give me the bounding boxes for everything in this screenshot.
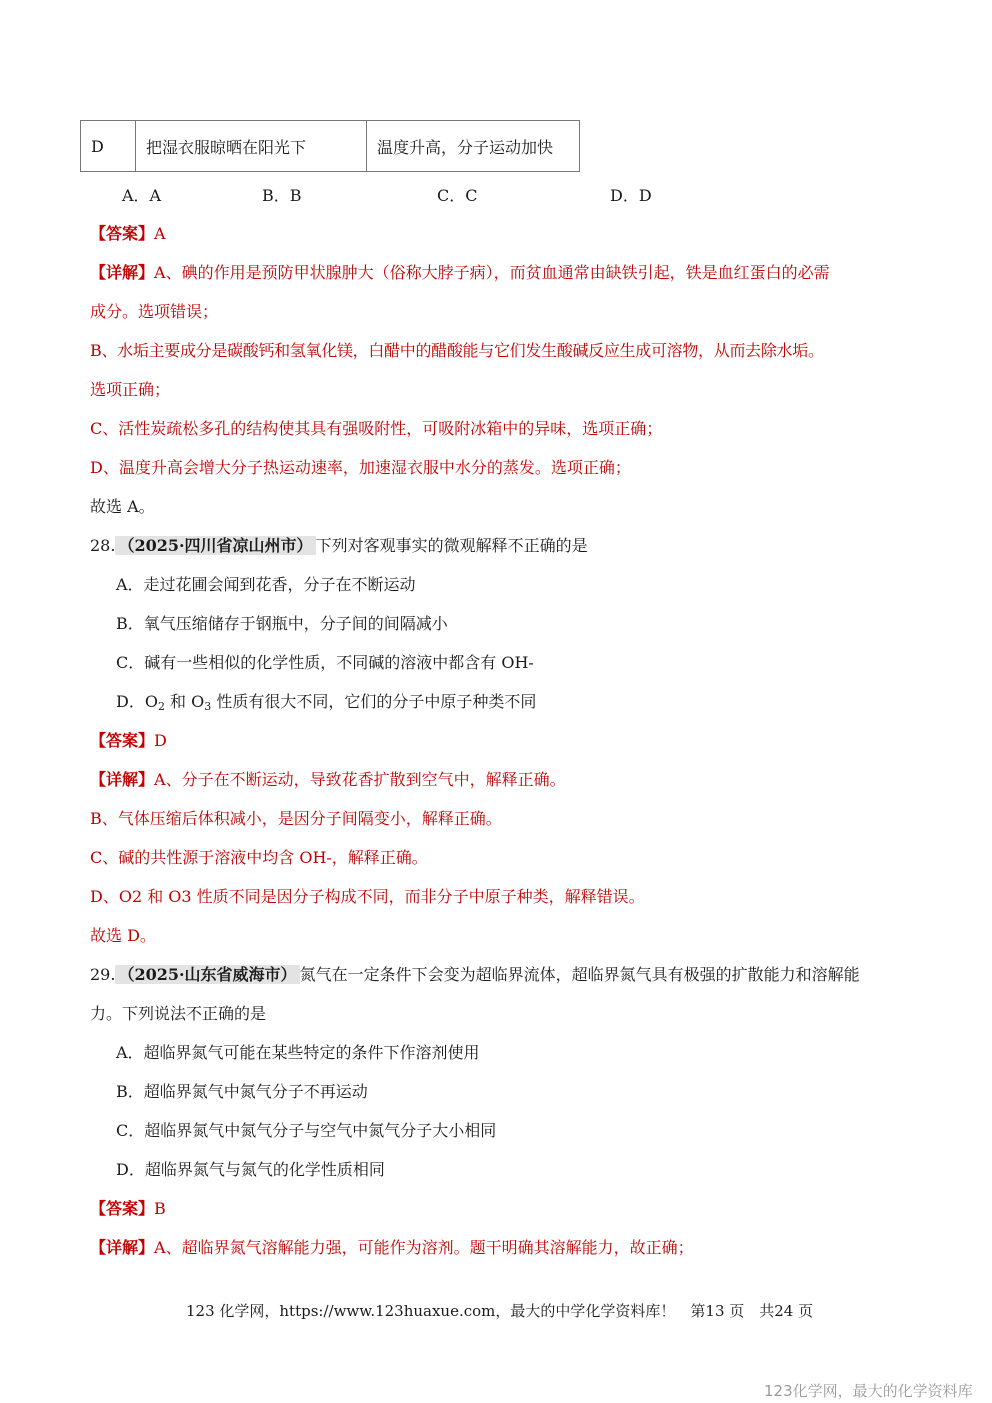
detail-tag: 【详解】 bbox=[90, 1238, 155, 1257]
answer-tag: 【答案】 bbox=[90, 1199, 155, 1218]
q28-option-c: C．碱有一些相似的化学性质，不同碱的溶液中都含有 OH- bbox=[116, 653, 534, 672]
table-row bbox=[81, 121, 580, 172]
q27-option-d: D．D bbox=[610, 186, 652, 205]
page-footer: 123 化学网，https://www.123huaxue.com，最大的中学化学资料库！ 第13 页 共24 页 bbox=[186, 1302, 814, 1320]
q27-conclusion: 故选 A。 bbox=[90, 497, 155, 516]
q28-detail-line: 【详解】A、分子在不断运动，导致花香扩散到空气中，解释正确。 bbox=[90, 770, 566, 789]
table-cell-fact: 把湿衣服晾晒在阳光下 bbox=[136, 121, 367, 172]
table-cell-label: D bbox=[81, 121, 136, 172]
q28-option-a: A．走过花圃会闻到花香，分子在不断运动 bbox=[116, 575, 416, 594]
detail-tag: 【详解】 bbox=[90, 770, 155, 789]
options-table bbox=[80, 120, 580, 172]
q27-detail-line: 【详解】A、碘的作用是预防甲状腺肿大（俗称大脖子病），而贫血通常由缺铁引起，铁是血红蛋白的必需 bbox=[90, 263, 830, 282]
question-text: 下列对客观事实的微观解释不正确的是 bbox=[315, 536, 588, 555]
q29-option-b: B．超临界氮气中氮气分子不再运动 bbox=[116, 1082, 368, 1101]
q29-answer bbox=[90, 1199, 166, 1219]
answer-value: D bbox=[154, 731, 167, 750]
q29-stem-cont: 力。下列说法不正确的是 bbox=[90, 1004, 267, 1023]
q27-detail-line: 成分。选项错误； bbox=[90, 302, 219, 321]
answer-tag: 【答案】 bbox=[90, 224, 155, 243]
q29-stem bbox=[90, 965, 860, 985]
q28-answer bbox=[90, 731, 167, 751]
q29-option-c: C．超临界氮气中氮气分子与空气中氮气分子大小相同 bbox=[116, 1121, 497, 1140]
question-number: 28. bbox=[90, 536, 116, 555]
q28-detail-line: C、碱的共性源于溶液中均含 OH-，解释正确。 bbox=[90, 848, 428, 867]
q27-detail-line: B、水垢主要成分是碳酸钙和氢氧化镁，白醋中的醋酸能与它们发生酸碱反应生成可溶物，从而去除水垢。 bbox=[90, 341, 824, 360]
table-cell-explanation: 温度升高，分子运动加快 bbox=[367, 121, 580, 172]
q28-conclusion: 故选 D。 bbox=[90, 926, 156, 945]
q28-option-b: B．氧气压缩储存于钢瓶中，分子间的间隔减小 bbox=[116, 614, 448, 633]
source-tag: （2025·山东省威海市） bbox=[115, 965, 299, 984]
answer-value: A bbox=[154, 224, 166, 243]
q27-detail-line: 选项正确； bbox=[90, 380, 171, 399]
q28-option-d: D．$O_2$ 和 $O_3$ 性质有很大不同，它们的分子中原子种类不同 bbox=[116, 692, 537, 713]
q28-stem bbox=[90, 536, 588, 556]
question-number: 29. bbox=[90, 965, 116, 984]
q27-detail-line: D、温度升高会增大分子热运动速率，加速湿衣服中水分的蒸发。选项正确； bbox=[90, 458, 631, 477]
q28-detail-line: D、O2 和 O3 性质不同是因分子构成不同，而非分子中原子种类，解释错误。 bbox=[90, 887, 645, 906]
q27-detail-line: C、活性炭疏松多孔的结构使其具有强吸附性，可吸附冰箱中的异味，选项正确； bbox=[90, 419, 663, 438]
q27-option-a: A．A bbox=[122, 186, 162, 205]
q28-detail-line: B、气体压缩后体积减小，是因分子间隔变小，解释正确。 bbox=[90, 809, 502, 828]
question-text: 氮气在一定条件下会变为超临界流体，超临界氮气具有极强的扩散能力和溶解能 bbox=[299, 965, 860, 984]
q27-option-b: B．B bbox=[262, 186, 302, 205]
watermark: 123化学网，最大的化学资料库 bbox=[764, 1382, 973, 1400]
answer-tag: 【答案】 bbox=[90, 731, 155, 750]
q29-option-a: A．超临界氮气可能在某些特定的条件下作溶剂使用 bbox=[116, 1043, 480, 1062]
answer-value: B bbox=[154, 1199, 166, 1218]
source-tag: （2025·四川省凉山州市） bbox=[115, 536, 315, 555]
q29-detail-line: 【详解】A、超临界氮气溶解能力强，可能作为溶剂。题干明确其溶解能力，故正确； bbox=[90, 1238, 694, 1257]
q27-option-c: C．C bbox=[437, 186, 478, 205]
q27-answer bbox=[90, 224, 166, 244]
q29-option-d: D．超临界氮气与氮气的化学性质相同 bbox=[116, 1160, 385, 1179]
detail-tag: 【详解】 bbox=[90, 263, 155, 282]
